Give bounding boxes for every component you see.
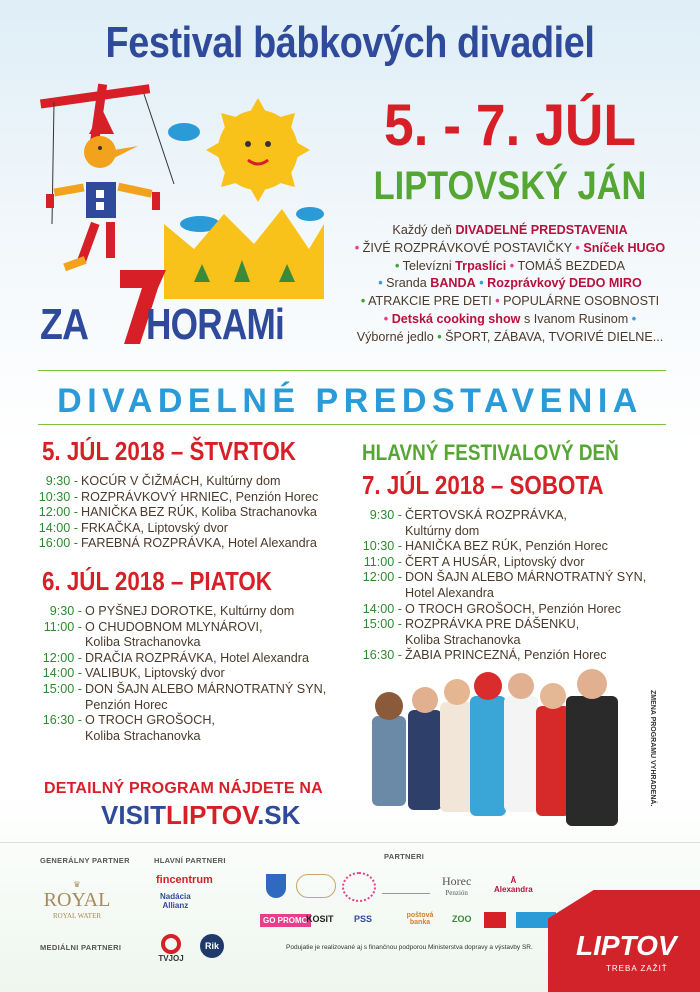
feature-list: Každý deň DIVADELNÉ PREDSTAVENIA • ŽIVÉ ROZPRÁVKOVÉ POSTAVIČKY • Sníček HUGO • Televízni Trpaslíci • TOMÁŠ BEZDEDA • Sranda BANDA • Rozprávkový DEDO MIRO • ATRAKCIE PRE DETI • POPULÁRNE OSOBNOSTI • Detská cooking show s Ivanom Rusinom • Výborné jedlo • ŠPORT, ZÁBAVA, TVORIVÉ DIELNE...: [354, 223, 666, 344]
section-title: DIVADELNÉ PREDSTAVENIA: [57, 382, 643, 420]
schedule-row: 9:30 - ČERTOVSKÁ ROZPRÁVKA, Kultúrny dom: [369, 508, 567, 538]
postova-banka-logo: poštová banka: [406, 912, 434, 926]
main-partners-label: HLAVNÍ PARTNERI: [154, 856, 226, 865]
pss-logo: PSS: [354, 914, 373, 924]
footer-divider: [0, 842, 700, 843]
alexandra-logo: Ā Alexandra: [494, 876, 533, 894]
day6-schedule: [38, 604, 326, 744]
schedule-row: 10:30 - ROZPRÁVKOVÝ HRNIEC, Penzión Horec: [38, 489, 319, 504]
divider-top: [38, 370, 666, 371]
festival-dates: 5. - 7. JÚL: [383, 93, 637, 158]
puppets-photo: [366, 666, 646, 836]
festival-place: LIPTOVSKÝ JÁN: [373, 164, 647, 208]
royal-logo: ♛ ROYAL ROYAL WATER: [43, 880, 111, 920]
divider-section: [38, 424, 666, 425]
schedule-row: 16:30 - O TROCH GROŠOCH, Koliba Strachanovka: [42, 713, 215, 743]
general-partner-label: GENERÁLNY PARTNER: [40, 856, 130, 865]
liptov-logo-text: LIPTOV: [576, 930, 677, 961]
schedule-row: 12:00 - DON ŠAJN ALEBO MÁRNOTRATNÝ SYN, Hotel Alexandra: [362, 570, 647, 600]
logo-text-za: ZA: [40, 300, 89, 349]
schedule-row: 14:00 - VALIBUK, Liptovský dvor: [42, 666, 225, 681]
festival-title: Festival bábkových divadiel: [105, 18, 595, 67]
schedule-row: 16:00 - FAREBNÁ ROZPRÁVKA, Hotel Alexandra: [38, 536, 317, 551]
liptov-slogan: TREBA ZAŽIŤ: [606, 964, 668, 973]
schedule-row: 11:00 - O CHUDOBNOM MLYNÁROVI, Koliba Strachanovka: [43, 619, 263, 650]
day7-heading: 7. JÚL 2018 – SOBOTA: [362, 470, 604, 500]
partner-badge-icon: [342, 872, 376, 902]
kosit-logo: KOSIT: [306, 914, 334, 924]
schedule-row: 16:30 - ŽABIA PRINCEZNÁ, Penzión Horec: [362, 648, 607, 663]
liptovsky-dvor-logo: [382, 878, 430, 894]
schedule-row: 15:00 - ROZPRÁVKA PRE DÁŠENKU, Koliba Strachanovka: [362, 617, 580, 647]
partner-flag-icon: [484, 912, 506, 928]
schedule-row: 15:00 - DON ŠAJN ALEBO MÁRNOTRATNÝ SYN, Penzión Horec: [42, 681, 327, 712]
fincentrum-logo: fincentrum: [156, 874, 213, 886]
schedule-row: 14:00 - O TROCH GROŠOCH, Penzión Horec: [362, 601, 622, 616]
ministry-support-note: Podujatie je realizované aj s finančnou podporou Ministerstva dopravy a výstavby SR.: [286, 944, 533, 951]
detail-program-text: DETAILNÝ PROGRAM NÁJDETE NA: [44, 780, 323, 797]
horec-logo: Horec Penzión: [442, 874, 472, 897]
schedule-row: 10:30 - HANIČKA BEZ RÚK, Penzión Horec: [362, 539, 608, 554]
day7-schedule: [358, 508, 646, 664]
municipality-crest-icon: [266, 874, 286, 898]
schedule-row: 9:30 - O PYŠNEJ DOROTKE, Kultúrny dom: [49, 604, 295, 618]
day5-schedule: [38, 474, 318, 552]
schedule-row: 14:00 - FRKAČKA, Liptovský dvor: [38, 520, 228, 535]
rik-logo: Rik: [200, 934, 224, 958]
gopromo-logo: GO PROMO: [260, 914, 311, 927]
strachanovka-logo: [296, 874, 336, 898]
media-partners-label: MEDIÁLNI PARTNERI: [40, 943, 122, 952]
tvjoj-logo: TVJOJ: [156, 934, 186, 963]
schedule-row: 11:00 - ČERT A HUSÁR, Liptovský dvor: [363, 554, 585, 569]
schedule-row: 12:00 - DRAČIA ROZPRÁVKA, Hotel Alexandra: [42, 650, 309, 665]
day5-heading: 5. JÚL 2018 – ŠTVRTOK: [42, 436, 296, 466]
schedule-row: 12:00 - HANIČKA BEZ RÚK, Koliba Strachanovka: [38, 505, 317, 520]
logo-text-horami: HORAMi: [146, 300, 284, 349]
visitliptov-link[interactable]: VISITLIPTOV.SK: [101, 800, 301, 830]
program-change-note: ZMENA PROGRAMU VYHRADENÁ.: [649, 690, 656, 807]
day6-heading: 6. JÚL 2018 – PIATOK: [42, 566, 272, 596]
schedule-row: 9:30 - KOCÚR V ČIŽMÁCH, Kultúrny dom: [45, 474, 281, 488]
partners-label: PARTNERI: [384, 852, 425, 861]
allianz-logo: Nadácia Allianz: [160, 892, 191, 910]
festival-day-label: HLAVNÝ FESTIVALOVÝ DEŇ: [362, 440, 619, 465]
zoo-logo: ZOO: [452, 914, 472, 924]
